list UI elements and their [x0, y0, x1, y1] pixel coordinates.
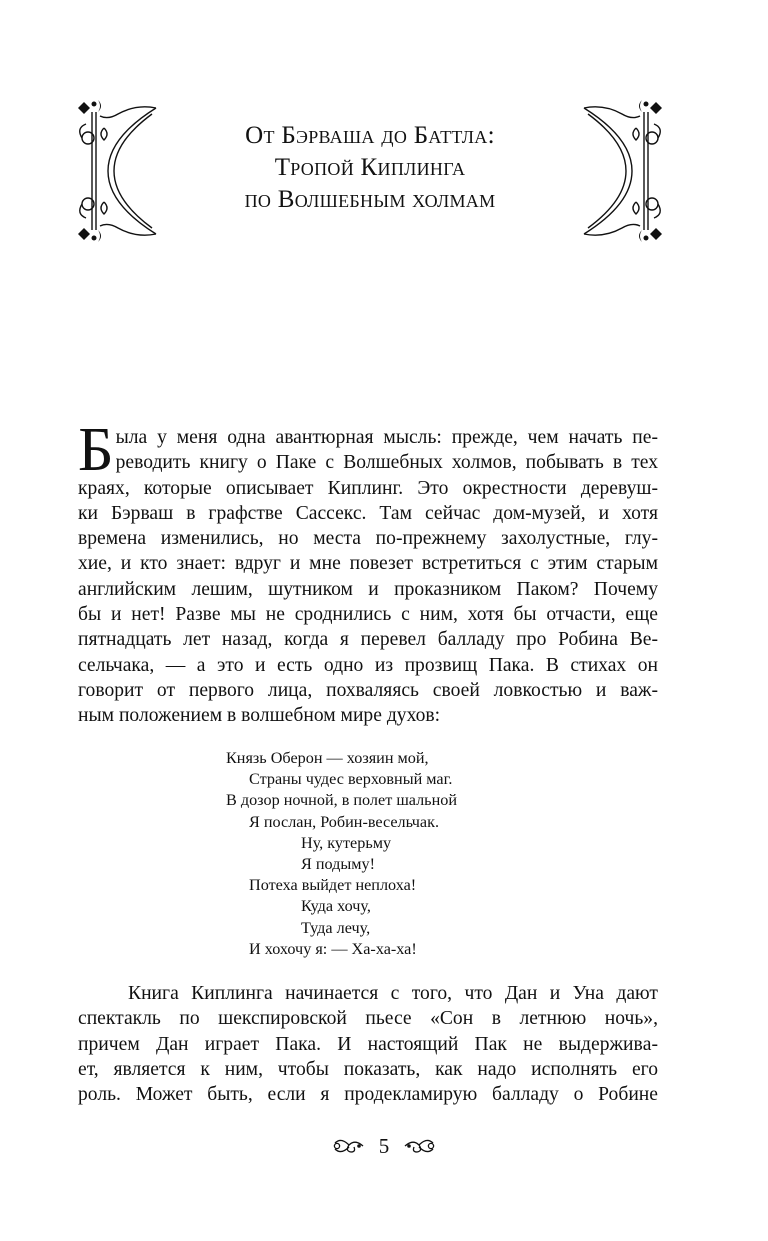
paragraph-2 — [78, 981, 658, 1107]
poem-line: Ну, кутерьму — [301, 833, 392, 852]
page-footer — [0, 1131, 768, 1161]
poem-line: Я подыму! — [301, 854, 375, 873]
text-line: причем Дан играет Пака. И настоящий Пак не выдерживa- — [78, 1033, 658, 1055]
text-line: бы и нет! Разве мы не сроднились с ним, хотя бы отчасти, еще — [78, 604, 658, 626]
text-line: хие, и кто знает: вдруг и мне повезет встретиться с этим старым — [78, 553, 658, 575]
poem-line: Князь Оберон — хозяин мой, — [226, 749, 429, 767]
paragraph-1 — [78, 416, 658, 729]
chapter-title — [162, 120, 578, 216]
text-line: роль. Может быть, если я продекламирую балладу о Робине — [78, 1084, 658, 1106]
chapter-header — [78, 98, 662, 244]
drop-cap: Б — [78, 416, 114, 484]
text-line: спектакль по шекспировской пьесе «Сон в летнюю ночь», — [78, 1008, 658, 1030]
poem-line: Потеха выйдет неплоха! — [249, 876, 417, 895]
poem-line: И хохочу я: — Ха-ха-ха! — [249, 939, 417, 958]
text-line: времена изменились, но места по-прежнему захолустные, глу- — [78, 528, 658, 550]
poem-line: Страны чудес верховный маг. — [249, 770, 453, 789]
text-line: ет, является к ним, чтобы показать, как надо исполнять его — [78, 1058, 658, 1080]
right-ornament-frame — [578, 98, 662, 244]
text-line: краях, которые описывает Киплинг. Это окрестности деревуш- — [78, 477, 658, 499]
poem-line: Куда хочу, — [301, 897, 371, 916]
right-flourish-icon — [403, 1135, 437, 1157]
chapter-title-line: Тропой Киплинга — [274, 154, 466, 181]
poem-excerpt — [226, 748, 457, 960]
poem-line: Туда лечу, — [301, 918, 371, 937]
text-line: реводить книгу о Паке с Волшебных холмов, побывать в тех — [115, 452, 658, 474]
chapter-title-line: по Волшебным холмам — [244, 186, 496, 213]
chapter-title-line: От Бэрваша до Баттла: — [245, 122, 495, 149]
text-line: ыла у меня одна авантюрная мысль: прежде, чем начать пе- — [115, 427, 658, 448]
page-number: 5 — [378, 1133, 390, 1158]
text-line: говорит от первого лица, похваляясь своей ловкостью и важ- — [78, 679, 658, 701]
text-line: пятнадцать лет назад, когда я перевел балладу про Робина Ве- — [78, 629, 658, 651]
text-line: сельчака, — а это и есть одно из прозвищ Пака. В стихах он — [78, 654, 658, 676]
left-flourish-icon — [331, 1135, 365, 1157]
left-ornament-frame — [78, 98, 162, 244]
poem-line: Я послан, Робин-весельчак. — [249, 812, 440, 831]
text-line: ки Бэрваш в графстве Сассекс. Там сейчас дом-музей, и хотя — [78, 502, 658, 524]
poem-line: В дозор ночной, в полет шальной — [226, 791, 457, 810]
text-line: английским лешим, шутником и проказником Паком? Почему — [78, 578, 658, 600]
text-line: ным положением в волшебном мире духов: — [78, 705, 441, 727]
text-line: Книга Киплинга начинается с того, что Дан и Уна дают — [128, 983, 658, 1004]
